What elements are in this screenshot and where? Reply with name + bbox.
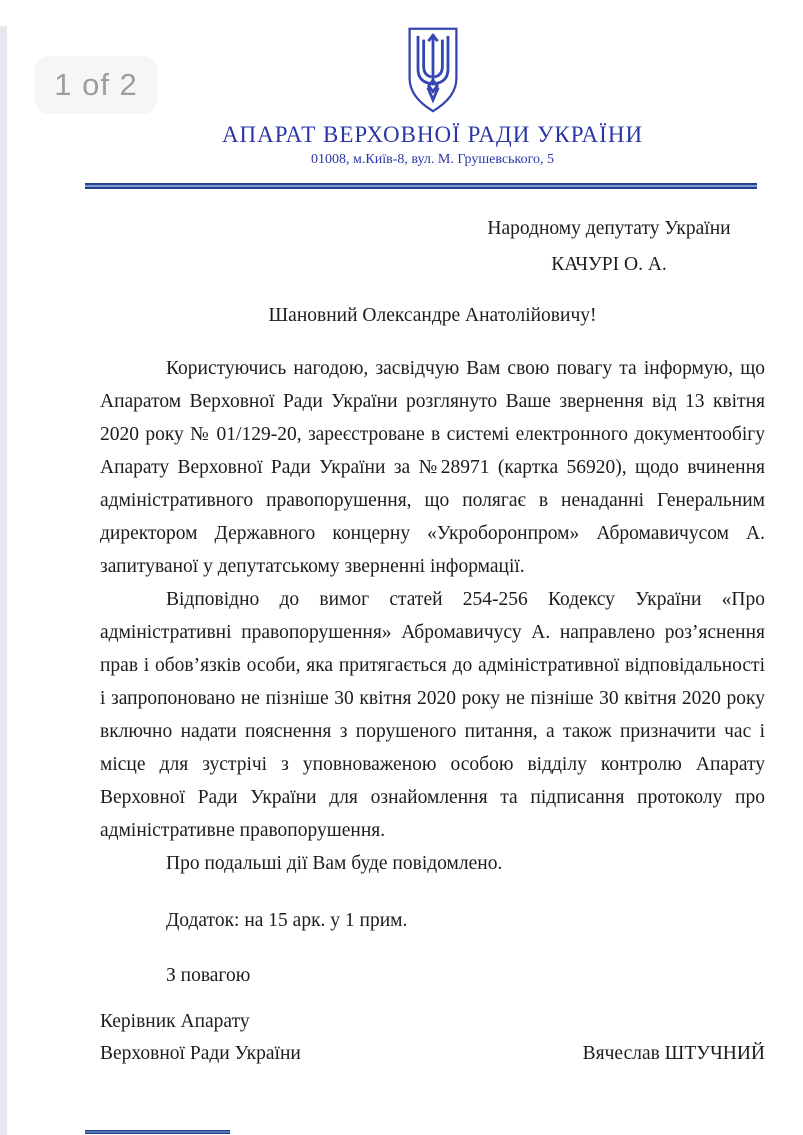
letterhead bbox=[100, 26, 765, 189]
body-paragraph-2: Відповідно до вимог статей 254-256 Кодексу України «Про адміністративні правопорушення» Абромавичусу А. направлено роз’яснення прав і обов’язків особи, яка притягається до адміністративної відповідальності і запропоновано не пізніше 30 квітня 2020 року не пізніше 30 квітня 2020 року включно надати пояснення з порушеного питання, а також призначити час і місце для зустрічі з уповноваженою особою відділу контролю Апарату Верховної Ради України для ознайомлення та підписання протоколу про адміністративне правопорушення. bbox=[100, 589, 765, 841]
org-address: 01008, м.Київ-8, вул. М. Грушевського, 5 bbox=[311, 152, 554, 167]
recipient-line-1: Народному депутату України bbox=[487, 218, 731, 239]
signer-title-line-1: Керівник Апарату bbox=[100, 1011, 250, 1032]
next-page-rule-fragment bbox=[85, 1130, 230, 1134]
org-name: АПАРАТ ВЕРХОВНОЇ РАДИ УКРАЇНИ bbox=[221, 122, 644, 147]
ukraine-trident-emblem-icon bbox=[404, 26, 462, 114]
signer-name: Вячеслав ШТУЧНИЙ bbox=[582, 1043, 765, 1064]
attachment-note: Додаток: на 15 арк. у 1 прим. bbox=[166, 910, 408, 931]
letter-body bbox=[100, 352, 765, 880]
signature-block bbox=[100, 1006, 765, 1070]
recipient-block bbox=[463, 211, 755, 283]
page-number-label: 1 of 2 bbox=[54, 67, 138, 102]
emblem-wrap bbox=[100, 26, 765, 114]
body-paragraph-3: Про подальші дії Вам буде повідомлено. bbox=[166, 853, 503, 874]
body-paragraph-1: Користуючись нагодою, засвідчую Вам свою повагу та інформую, що Апаратом Верховної Ради України розглянуто Ваше звернення від 13 квітня 2020 року № 01/129-20, зареєстроване в системі електронного документообігу Апарату Верховної Ради України за №28971 (картка 56920), щодо вчинення адміністративного правопорушення, що полягає в ненаданні Генеральним директором Державного концерну «Укроборонпром» Абромавичусом А. запитуваної у депутатському зверненні інформації. bbox=[100, 358, 765, 577]
signer-title-line-2: Верховної Ради України bbox=[100, 1043, 301, 1064]
closing-phrase: З повагою bbox=[166, 965, 251, 986]
letter-page bbox=[0, 26, 803, 1070]
recipient-line-2: КАЧУРІ О. А. bbox=[551, 254, 667, 275]
signer-title bbox=[100, 1006, 301, 1070]
letterhead-double-rule bbox=[85, 183, 757, 189]
salutation: Шановний Олександре Анатолійовичу! bbox=[268, 305, 597, 326]
